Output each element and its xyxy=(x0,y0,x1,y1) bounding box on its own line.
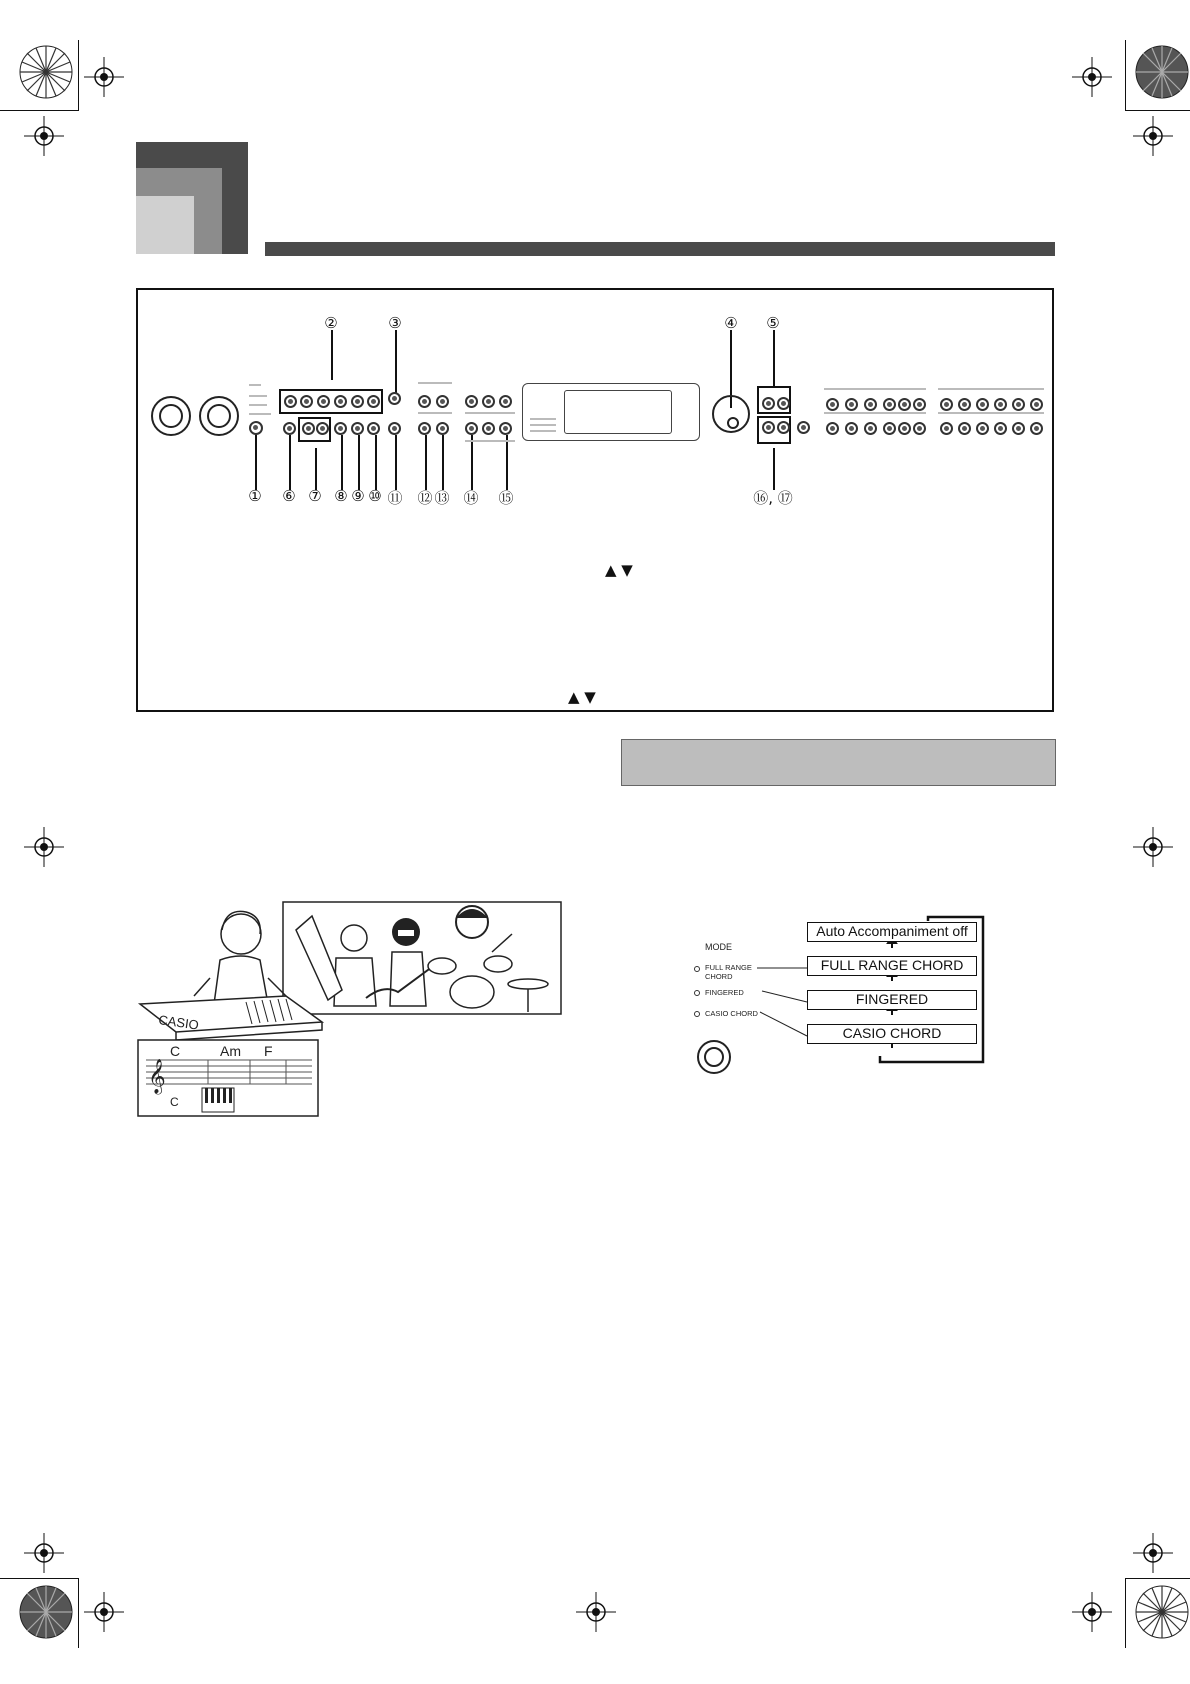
panel-button[interactable] xyxy=(762,397,775,410)
lcd-display xyxy=(564,390,672,434)
callout-11: ⑪ xyxy=(387,489,403,507)
panel-button[interactable] xyxy=(351,395,364,408)
mode-option-casio-chord: CASIO CHORD xyxy=(705,1009,758,1018)
callout-leader xyxy=(331,330,333,380)
callout-leader xyxy=(395,435,397,490)
panel-button[interactable] xyxy=(994,422,1007,435)
callout-leader xyxy=(425,435,427,490)
panel-button[interactable] xyxy=(302,422,315,435)
panel-label xyxy=(938,412,1044,414)
fingered-led xyxy=(694,990,700,996)
panel-button[interactable] xyxy=(367,422,380,435)
panel-button[interactable] xyxy=(958,422,971,435)
callout-leader xyxy=(471,435,473,490)
panel-button[interactable] xyxy=(883,422,896,435)
panel-button[interactable] xyxy=(418,422,431,435)
panel-label xyxy=(530,424,556,426)
panel-button[interactable] xyxy=(826,398,839,411)
panel-button[interactable] xyxy=(334,395,347,408)
mode-option-fingered: FINGERED xyxy=(705,988,744,997)
panel-button[interactable] xyxy=(898,398,911,411)
crop-line xyxy=(1125,110,1190,111)
panel-button[interactable] xyxy=(482,422,495,435)
crop-line xyxy=(1125,1578,1190,1579)
panel-button[interactable] xyxy=(351,422,364,435)
accompaniment-volume-knob-cap xyxy=(207,404,231,428)
color-registration-starburst-icon xyxy=(1134,1584,1190,1640)
full-range-chord-led xyxy=(694,966,700,972)
panel-button[interactable] xyxy=(976,398,989,411)
mode-button-cap xyxy=(704,1047,724,1067)
callout-5: ⑤ xyxy=(766,314,780,332)
mode-cycle-auto-accompaniment-off: Auto Accompaniment off xyxy=(807,922,977,942)
registration-mark-icon xyxy=(576,1592,616,1632)
panel-button[interactable] xyxy=(958,398,971,411)
callout-leader xyxy=(375,435,377,490)
callout-2: ② xyxy=(324,314,338,332)
chord-name-under-staff: C xyxy=(170,1095,179,1109)
panel-button[interactable] xyxy=(284,395,297,408)
panel-label xyxy=(249,413,271,415)
panel-button[interactable] xyxy=(388,422,401,435)
panel-button[interactable] xyxy=(864,422,877,435)
panel-button[interactable] xyxy=(1030,422,1043,435)
crop-line xyxy=(0,110,79,111)
chord-label-c: C xyxy=(170,1043,181,1059)
svg-text:𝄞: 𝄞 xyxy=(148,1059,166,1094)
callout-1: ① xyxy=(248,487,262,505)
panel-button[interactable] xyxy=(845,398,858,411)
panel-button[interactable] xyxy=(300,395,313,408)
panel-button[interactable] xyxy=(465,422,478,435)
panel-button[interactable] xyxy=(499,422,512,435)
panel-label xyxy=(465,412,515,414)
callout-10: ⑩ xyxy=(368,487,382,505)
registration-mark-icon xyxy=(84,57,124,97)
registration-mark-icon xyxy=(24,827,64,867)
control-panel-figure xyxy=(136,288,1054,712)
panel-button[interactable] xyxy=(1012,422,1025,435)
registration-mark-icon xyxy=(84,1592,124,1632)
panel-button[interactable] xyxy=(418,395,431,408)
chapter-header-rule xyxy=(265,242,1055,256)
panel-button[interactable] xyxy=(762,421,775,434)
panel-button[interactable] xyxy=(283,422,296,435)
callout-leader xyxy=(395,330,397,398)
panel-button[interactable] xyxy=(913,422,926,435)
callout-13: ⑬ xyxy=(434,489,450,507)
panel-label xyxy=(530,430,556,432)
panel-label xyxy=(418,382,452,384)
crop-line xyxy=(78,1578,79,1648)
panel-button[interactable] xyxy=(482,395,495,408)
callout-14: ⑭ xyxy=(463,489,479,507)
panel-button[interactable] xyxy=(436,395,449,408)
panel-label xyxy=(938,388,1044,390)
panel-label xyxy=(465,440,515,442)
panel-label xyxy=(249,384,261,386)
registration-mark-icon xyxy=(24,1533,64,1573)
callout-leader xyxy=(341,435,343,490)
callout-3: ③ xyxy=(388,314,402,332)
up-down-arrows-icon: ▲ ▼ xyxy=(605,561,633,579)
panel-button[interactable] xyxy=(940,422,953,435)
chapter-header-block-light xyxy=(136,196,194,254)
panel-button[interactable] xyxy=(913,398,926,411)
section-header-box xyxy=(621,739,1056,786)
panel-button[interactable] xyxy=(777,397,790,410)
mode-button[interactable] xyxy=(249,421,263,435)
dial-grip xyxy=(727,417,739,429)
callout-8: ⑧ xyxy=(334,487,348,505)
panel-button[interactable] xyxy=(316,422,329,435)
chord-label-f: F xyxy=(264,1043,273,1059)
panel-button[interactable] xyxy=(1012,398,1025,411)
mode-panel-title: MODE xyxy=(705,942,732,952)
panel-button[interactable] xyxy=(898,422,911,435)
callout-9: ⑨ xyxy=(351,487,365,505)
accompaniment-illustration xyxy=(136,900,564,1118)
crop-line xyxy=(0,1578,79,1579)
crop-line xyxy=(1125,1578,1126,1648)
callout-7: ⑦ xyxy=(308,487,322,505)
callout-leader xyxy=(289,435,291,490)
panel-label xyxy=(249,404,267,406)
callout-leader xyxy=(442,435,444,490)
panel-button[interactable] xyxy=(334,422,347,435)
panel-button[interactable] xyxy=(826,422,839,435)
panel-button[interactable] xyxy=(465,395,478,408)
panel-button[interactable] xyxy=(1030,398,1043,411)
chord-label-am: Am xyxy=(220,1043,241,1059)
mode-cycle-full-range-chord: FULL RANGE CHORD xyxy=(807,956,977,976)
registration-mark-icon xyxy=(1133,116,1173,156)
callout-leader xyxy=(315,448,317,490)
callout-6: ⑥ xyxy=(282,487,296,505)
panel-button[interactable] xyxy=(436,422,449,435)
panel-button[interactable] xyxy=(845,422,858,435)
panel-label xyxy=(530,418,556,420)
up-down-arrows-icon: ▲ ▼ xyxy=(568,688,596,706)
panel-button[interactable] xyxy=(994,398,1007,411)
mode-option-full-range-chord: FULL RANGE CHORD xyxy=(705,963,752,981)
crop-line xyxy=(78,40,79,110)
callout-leader xyxy=(255,428,257,490)
panel-button[interactable] xyxy=(367,395,380,408)
mode-cycle-casio-chord: CASIO CHORD xyxy=(807,1024,977,1044)
color-registration-starburst-icon xyxy=(18,44,74,100)
panel-button[interactable] xyxy=(864,398,877,411)
keyboard-brand-text: CASIO xyxy=(157,1012,200,1033)
panel-button[interactable] xyxy=(388,392,401,405)
panel-button[interactable] xyxy=(317,395,330,408)
callout-leader xyxy=(773,330,775,386)
main-volume-knob-cap xyxy=(159,404,183,428)
callout-leader xyxy=(773,448,775,490)
panel-button[interactable] xyxy=(499,395,512,408)
callout-leader xyxy=(358,435,360,490)
panel-button[interactable] xyxy=(976,422,989,435)
color-registration-starburst-icon xyxy=(18,1584,74,1640)
callout-4: ④ xyxy=(724,314,738,332)
panel-label xyxy=(249,395,267,397)
callout-leader xyxy=(506,435,508,490)
panel-label xyxy=(418,412,452,414)
panel-label xyxy=(824,412,926,414)
mode-cycle-fingered: FINGERED xyxy=(807,990,977,1010)
registration-mark-icon xyxy=(1133,1533,1173,1573)
panel-button[interactable] xyxy=(797,421,810,434)
registration-mark-icon xyxy=(1133,827,1173,867)
panel-label xyxy=(824,388,926,390)
casio-chord-led xyxy=(694,1011,700,1017)
registration-mark-icon xyxy=(1072,1592,1112,1632)
panel-button[interactable] xyxy=(940,398,953,411)
registration-mark-icon xyxy=(24,116,64,156)
callout-16-17: ⑯, ⑰ xyxy=(753,489,793,507)
color-registration-starburst-icon xyxy=(1134,44,1190,100)
panel-button[interactable] xyxy=(883,398,896,411)
callout-15: ⑮ xyxy=(498,489,514,507)
registration-mark-icon xyxy=(1072,57,1112,97)
crop-line xyxy=(1125,40,1126,110)
panel-button[interactable] xyxy=(777,421,790,434)
callout-12: ⑫ xyxy=(417,489,433,507)
